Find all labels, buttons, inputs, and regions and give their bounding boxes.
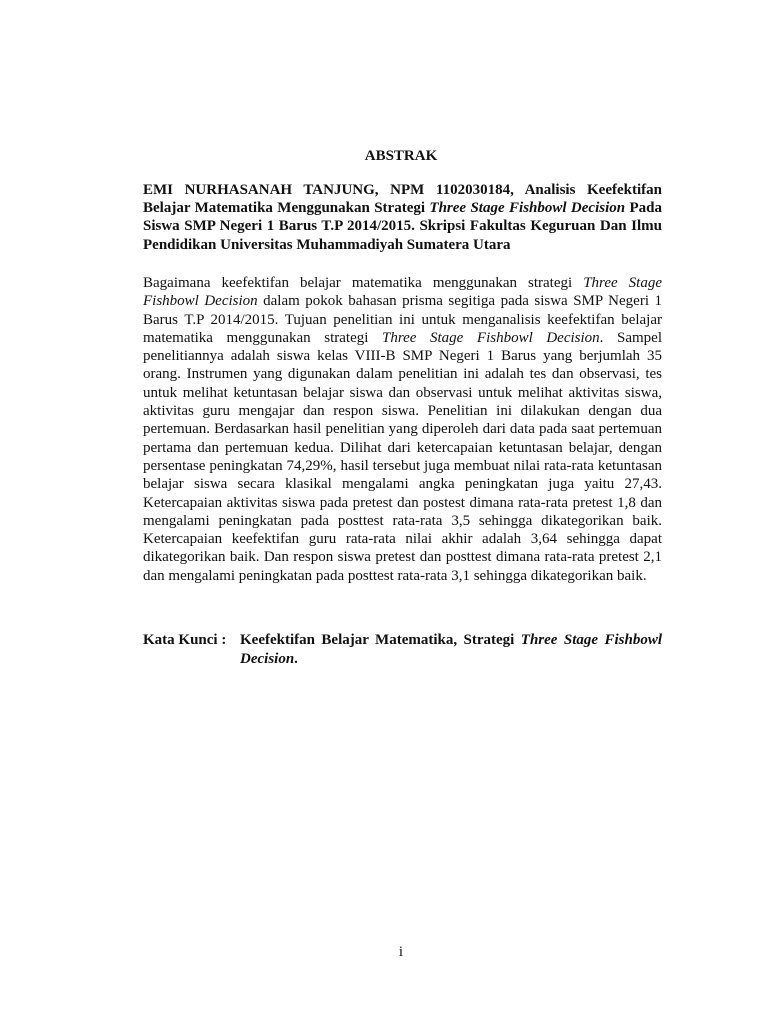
keywords-label: Kata Kunci : — [143, 632, 227, 648]
keywords-text: Keefektifan Belajar Matematika, Strategi — [240, 632, 521, 648]
strategy-name: Three Stage Fishbowl Decision — [143, 275, 663, 310]
abstract-paragraph — [143, 274, 662, 585]
abstract-text: dalam pokok bahasan prisma segitiga pada siswa SMP Negeri 1 Barus T.P 2014/2015. Tujuan penelitian ini untuk menganalisis keefektifan belajar matematika menggunakan strategi — [143, 293, 662, 346]
abstract-text: Bagaimana keefektifan belajar matematika menggunakan strategi — [143, 275, 584, 291]
keywords-text: . — [294, 651, 298, 667]
citation-text-cont: Pada Siswa SMP Negeri 1 Barus T.P 2014/2015. Skripsi Fakultas Keguruan Dan Ilmu Pendidikan Universitas Muhammadiyah Sumatera Utara — [143, 200, 663, 253]
page-title: ABSTRAK — [364, 148, 438, 164]
author-citation — [143, 181, 662, 254]
page-number: i — [398, 944, 404, 960]
strategy-name: Three Stage Fishbowl Decision — [429, 200, 626, 217]
citation-text: EMI NURHASANAH TANJUNG, NPM 1102030184, Analisis Keefektifan Belajar Matematika Menggunakan Strategi — [143, 182, 662, 217]
keywords-value — [240, 631, 662, 669]
strategy-name: Three Stage Fishbowl Decision — [240, 632, 662, 667]
abstract-text: . Sampel penelitiannya adalah siswa kelas VIII-B SMP Negeri 1 Barus yang berjumlah 35 orang. Instrumen yang digunakan dalam penelitian ini adalah tes dan observasi, tes untuk melihat ketuntasan belajar siswa dan observasi untuk melihat aktivitas siswa, aktivitas guru mengajar dan respon siswa. Penelitian ini dilakukan dengan dua pertemuan. Berdasarkan hasil penelitian yang diperoleh dari data pada saat pertemuan pertama dan pertemuan kedua. Dilihat dari ketercapaian ketuntasan belajar, dengan persentase peningkatan 74,29%, hasil tersebut juga membuat nilai rata-rata ketuntasan belajar siswa secara klasikal mengalami angka peningkatan juga yaitu 27,43. Ketercapaian aktivitas siswa pada pretest dan postest dimana rata-rata pretest 1,8 dan mengalami peningkatan pada posttest rata-rata 3,5 sehingga dikategorikan baik. Ketercapaian keefektifan guru rata-rata nilai akhir adalah 3,64 sehingga dapat dikategorikan baik. Dan respon siswa pretest dan posttest dimana rata-rata pretest 2,1 dan mengalami peningkatan pada posttest rata-rata 3,1 sehingga dikategorikan baik. — [143, 329, 662, 584]
keywords-section — [143, 631, 662, 669]
strategy-name: Three Stage Fishbowl Decision — [382, 329, 600, 346]
